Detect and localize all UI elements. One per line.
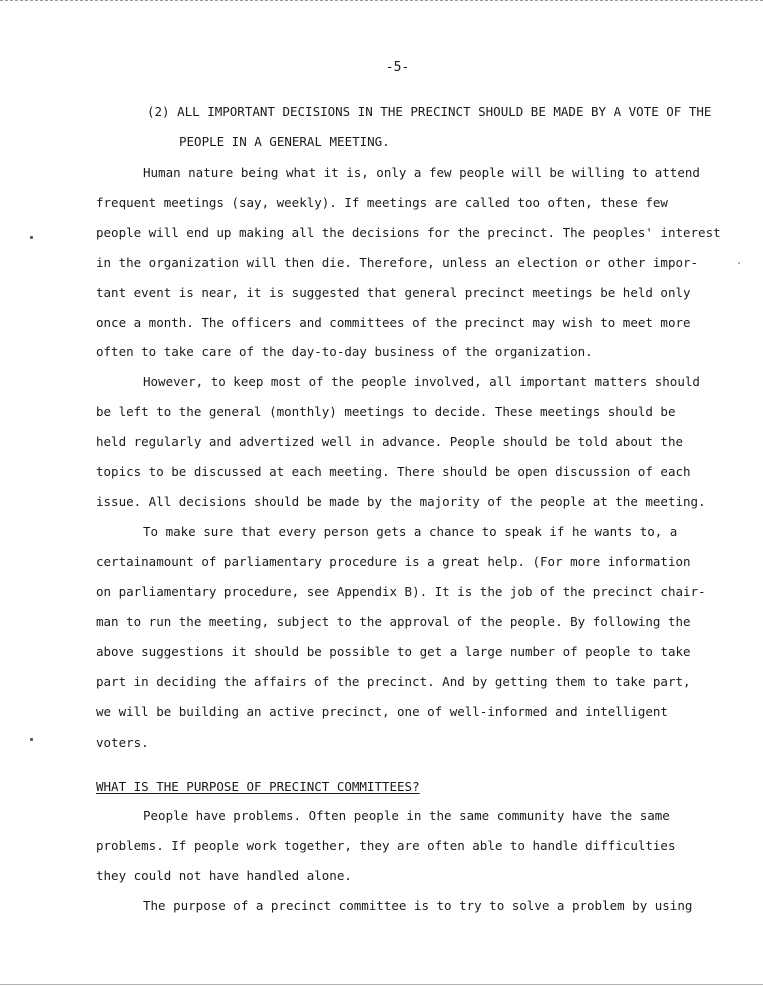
paragraph-4-line-1: People have problems. Often people in the same community have the same — [143, 808, 670, 823]
paragraph-3-line-1: To make sure that every person gets a chance to speak if he wants to, a — [143, 524, 678, 539]
paragraph-3-line-6: part in deciding the affairs of the precinct. And by getting them to take part, — [96, 674, 691, 689]
paragraph-2-line-4: topics to be discussed at each meeting. There should be open discussion of each — [96, 464, 691, 479]
paragraph-3-line-5: above suggestions it should be possible to get a large number of people to take — [96, 644, 691, 659]
page-number: -5- — [385, 60, 410, 75]
paragraph-1-line-2: frequent meetings (say, weekly). If meetings are called too often, these few — [96, 195, 668, 210]
paragraph-1-line-1: Human nature being what it is, only a few people will be willing to attend — [143, 165, 700, 180]
page-top-edge — [0, 0, 763, 7]
point-2-line-2: PEOPLE IN A GENERAL MEETING. — [179, 134, 390, 149]
paragraph-2-line-1: However, to keep most of the people involved, all important matters should — [143, 374, 700, 389]
paragraph-1-line-5: tant event is near, it is suggested that general precinct meetings be held only — [96, 285, 691, 300]
point-2-line-1: (2) ALL IMPORTANT DECISIONS IN THE PRECINCT SHOULD BE MADE BY A VOTE OF THE — [147, 104, 712, 119]
scan-speck — [30, 236, 33, 239]
section-heading: WHAT IS THE PURPOSE OF PRECINCT COMMITTEES? — [96, 779, 420, 794]
paragraph-1-line-3: people will end up making all the decisions for the precinct. The peoples' interest — [96, 225, 721, 240]
paragraph-2-line-2: be left to the general (monthly) meetings to decide. These meetings should be — [96, 404, 676, 419]
paragraph-1-line-4: in the organization will then die. Therefore, unless an election or other impor- — [96, 255, 699, 270]
paragraph-3-line-3: on parliamentary procedure, see Appendix B). It is the job of the precinct chair- — [96, 584, 706, 599]
paragraph-2-line-5: issue. All decisions should be made by the majority of the people at the meeting. — [96, 494, 706, 509]
page-bottom-edge — [0, 984, 763, 987]
paragraph-2-line-3: held regularly and advertized well in advance. People should be told about the — [96, 434, 683, 449]
scan-speck — [30, 738, 33, 741]
paragraph-1-line-6: once a month. The officers and committees of the precinct may wish to meet more — [96, 315, 691, 330]
paragraph-5-line-1: The purpose of a precinct committee is to try to solve a problem by using — [143, 898, 693, 913]
paragraph-3-line-4: man to run the meeting, subject to the approval of the people. By following the — [96, 614, 691, 629]
scan-speck — [738, 262, 740, 264]
paragraph-1-line-7: often to take care of the day-to-day business of the organization. — [96, 344, 593, 359]
paragraph-3-line-7: we will be building an active precinct, one of well-informed and intelligent — [96, 704, 668, 719]
paragraph-4-line-3: they could not have handled alone. — [96, 868, 352, 883]
paragraph-4-line-2: problems. If people work together, they are often able to handle difficulties — [96, 838, 676, 853]
paragraph-3-line-2: certainamount of parliamentary procedure is a great help. (For more information — [96, 554, 691, 569]
paragraph-3-line-8: voters. — [96, 735, 149, 750]
